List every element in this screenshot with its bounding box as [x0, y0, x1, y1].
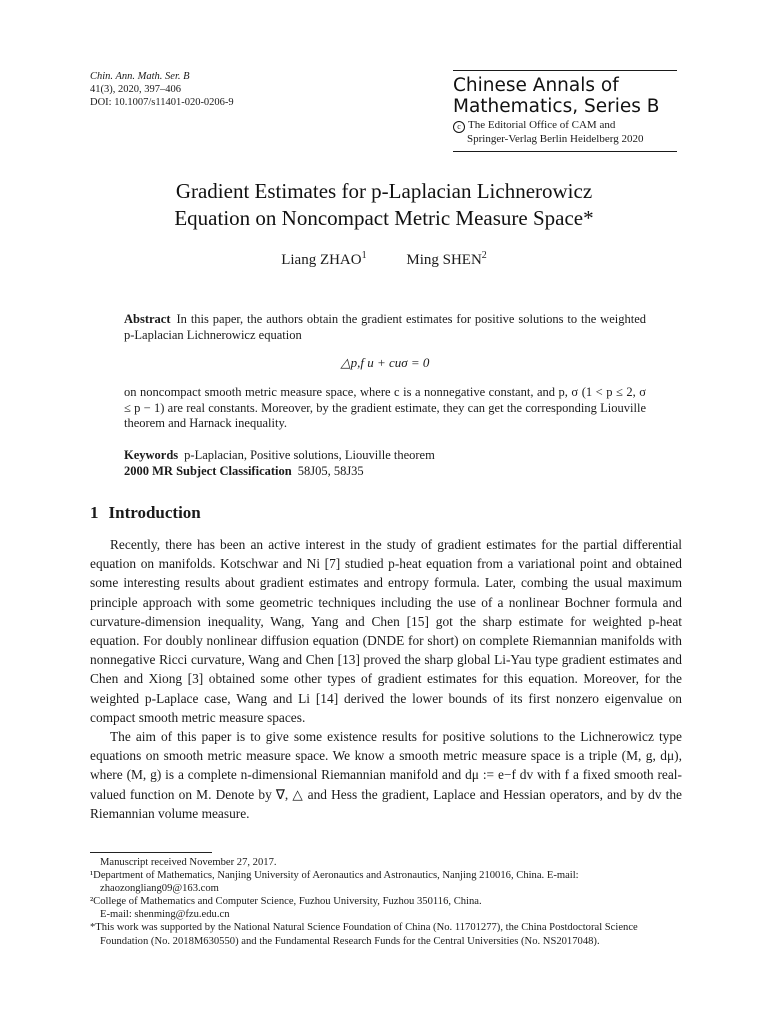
- section-body: [90, 535, 682, 823]
- section-number: 1: [90, 503, 99, 522]
- paragraph-1: Recently, there has been an active interest in the study of gradient estimates for the partial differential equation on manifolds. Kotschwar and Ni [7] studied p-heat equation from a variational point and obtained some interesting results about gradient estimates and entropy formula. Later, combing the usual maximum principle approach with some geometric techniques including the use of a nonlinear Bochner formula and curvature-dimension inequality, Wang, Yang and Chen [15] got the sharp estimate for weighted p-heat equation. For doubly nonlinear diffusion equation (DNDE for short) on complete Riemannian manifolds with nonnegative Ricci curvature, Wang and Chen [13] proved the sharp global Li-Yau type gradient estimates and Chen and Xiong [3] obtained some other types of gradient estimates for this equation. Moreover, for the weighted p-Laplace case, Wang and Li [14] derived the lower bounds of its first nonzero eigenvalue on compact smooth metric measure spaces.: [90, 537, 682, 725]
- author-list: [60, 250, 708, 269]
- title-line1: Gradient Estimates for p-Laplacian Lichnerowicz: [175, 179, 593, 203]
- journal-title-line2: Mathematics, Series B: [453, 96, 660, 117]
- title-line2: Equation on Noncompact Metric Measure Space*: [174, 206, 594, 230]
- keywords-line: [124, 448, 646, 464]
- author-2-name: Ming SHEN: [406, 252, 482, 268]
- footnote-1: ¹Department of Mathematics, Nanjing University of Aeronautics and Astronautics, Nanjing 210016, China. E-mail: zhaozongliang09@163.com: [90, 870, 579, 895]
- keywords-label: Keywords: [124, 448, 179, 462]
- author-1-name: Liang ZHAO: [281, 252, 362, 268]
- footnote-received: Manuscript received November 27, 2017.: [100, 857, 277, 868]
- keywords-text: p-Laplacian, Positive solutions, Liouville theorem: [184, 448, 435, 462]
- paragraph-2: The aim of this paper is to give some existence results for positive solutions to the Lichnerowicz type equations on smooth metric measure space. We know a smooth metric measure space is a triple (M, g, dμ), where (M, g) is a complete n-dimensional Riemannian manifold and dμ := e−f dv with f a fixed smooth real-valued function on M. Denote by ∇, △ and Hess the gradient, Laplace and Hessian operators, and by dv the Riemannian volume measure.: [90, 729, 682, 821]
- copyright-line2: Springer-Verlag Berlin Heidelberg 2020: [467, 133, 644, 145]
- journal-masthead: [453, 70, 677, 152]
- abstract-text2: on noncompact smooth metric measure space, where c is a nonnegative constant, and p, σ (1 < p ≤ 2, σ ≤ p − 1) are real constants. Moreover, by the gradient estimate, they can get the corresponding Liouville theorem and Harnack inequality.: [124, 385, 646, 430]
- keywords-block: [124, 448, 646, 479]
- abstract-equation: △p,f u + cuσ = 0: [340, 355, 430, 370]
- msc-line: [124, 464, 646, 480]
- section-title: Introduction: [108, 503, 201, 522]
- footnote-rule: [90, 852, 212, 853]
- copyright-text1: The Editorial Office of CAM and: [468, 119, 616, 131]
- abstract-label: Abstract: [124, 312, 171, 326]
- author-2: [406, 252, 486, 268]
- copyright-line1: [453, 119, 677, 133]
- author-1: [281, 252, 366, 268]
- msc-label: 2000 MR Subject Classification: [124, 463, 292, 478]
- author-1-sup: 1: [361, 250, 367, 261]
- section-heading: [90, 503, 201, 523]
- copyright-icon: c: [453, 121, 465, 133]
- footnote-3: *This work was supported by the National Natural Science Foundation of China (No. 11701277), the China Postdoctoral Science Foundation (No. 2018M630550) and the Fundamental Research Funds for the Central Universities (No. NS2017048).: [90, 922, 638, 947]
- journal-title-line1: Chinese Annals of: [453, 75, 619, 96]
- footnote-2-email: E-mail: shenming@fzu.edu.cn: [100, 909, 230, 921]
- abstract-text1: In this paper, the authors obtain the gradient estimates for positive solutions to the weighted p-Laplacian Lichnerowicz equation: [124, 312, 646, 342]
- journal-citation: [90, 70, 234, 109]
- paper-title: [60, 178, 708, 232]
- abstract-part2: [124, 385, 646, 432]
- doi: DOI: 10.1007/s11401-020-0206-9: [90, 97, 234, 108]
- footnote-2: ²College of Mathematics and Computer Science, Fuzhou University, Fuzhou 350116, China.: [90, 896, 482, 908]
- footnotes: [90, 856, 682, 948]
- msc-text: 58J05, 58J35: [297, 463, 364, 478]
- journal-abbrev: Chin. Ann. Math. Ser. B: [90, 71, 190, 82]
- volume-info: 41(3), 2020, 397–406: [90, 84, 181, 95]
- author-2-sup: 2: [481, 250, 487, 261]
- abstract-part1: [124, 312, 646, 343]
